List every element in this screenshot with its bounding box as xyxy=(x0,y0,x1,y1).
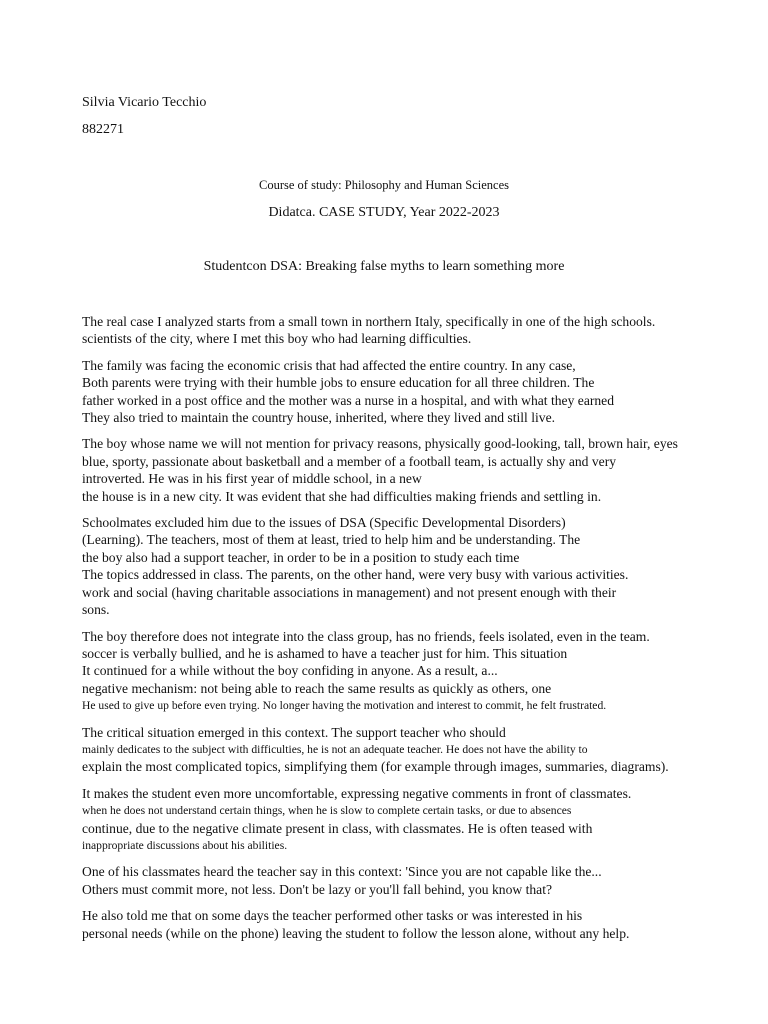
paragraph-line: Both parents were trying with their humble jobs to ensure education for all three children. The xyxy=(82,375,595,391)
paragraph-line: scientists of the city, where I met this boy who had learning difficulties. xyxy=(82,331,472,347)
body-text xyxy=(82,313,742,951)
paragraph xyxy=(82,907,742,942)
paragraph-line: introverted. He was in his first year of middle school, in a new xyxy=(82,471,422,487)
document-subtitle: Didatca. CASE STUDY, Year 2022-2023 xyxy=(268,205,500,220)
paragraph-line: The critical situation emerged in this context. The support teacher who should xyxy=(82,724,506,740)
paragraph-line: the boy also had a support teacher, in order to be in a position to study each time xyxy=(82,549,520,565)
paragraph-line: The topics addressed in class. The parents, on the other hand, were very busy with various activities. xyxy=(82,567,629,583)
paragraph xyxy=(82,357,742,427)
paragraph-line: inappropriate discussions about his abilities. xyxy=(82,838,288,852)
paragraph-line: work and social (having charitable associations in management) and not present enough with their xyxy=(82,584,617,600)
paragraph-line: mainly dedicates to the subject with difficulties, he is not an adequate teacher. He does not have the ability to xyxy=(82,742,588,756)
paragraph xyxy=(82,785,742,855)
paragraph-line: explain the most complicated topics, simplifying them (for example through images, summaries, diagrams). xyxy=(82,759,669,775)
paragraph-line: It continued for a while without the boy confiding in anyone. As a result, a... xyxy=(82,663,498,679)
paragraph-line: (Learning). The teachers, most of them at least, tried to help him and be understanding. The xyxy=(82,532,581,548)
paragraph xyxy=(82,628,742,715)
paragraph xyxy=(82,724,742,776)
paragraph-line: continue, due to the negative climate present in class, with classmates. He is often teased with xyxy=(82,820,593,836)
paragraph-line: sons. xyxy=(82,602,110,618)
paragraph-line: The family was facing the economic crisis that had affected the entire country. In any case, xyxy=(82,357,576,373)
paragraph-line: The boy therefore does not integrate into the class group, has no friends, feels isolated, even in the team. xyxy=(82,628,650,644)
paragraph-line: He also told me that on some days the teacher performed other tasks or was interested in his xyxy=(82,908,583,924)
paragraph-line: blue, sporty, passionate about basketball and a member of a football team, is actually shy and very xyxy=(82,453,617,469)
paragraph-line: He used to give up before even trying. No longer having the motivation and interest to commit, he felt frustrated. xyxy=(82,699,607,713)
paragraph-line: father worked in a post office and the mother was a nurse in a hospital, and with what they earned xyxy=(82,392,615,408)
paragraph-line: It makes the student even more uncomfortable, expressing negative comments in front of classmates. xyxy=(82,785,632,801)
author-name: Silvia Vicario Tecchio xyxy=(82,95,207,110)
paragraph-line: They also tried to maintain the country house, inherited, where they lived and still live. xyxy=(82,410,556,426)
paragraph-line: The boy whose name we will not mention for privacy reasons, physically good-looking, tall, brown hair, eyes xyxy=(82,436,678,452)
paragraph-line: when he does not understand certain things, when he is slow to complete certain tasks, or due to absences xyxy=(82,804,572,818)
paragraph xyxy=(82,514,742,618)
paragraph xyxy=(82,863,742,898)
student-id: 882271 xyxy=(82,122,124,137)
paragraph-line: One of his classmates heard the teacher say in this context: 'Since you are not capable like the... xyxy=(82,864,602,880)
paragraph-line: negative mechanism: not being able to reach the same results as quickly as others, one xyxy=(82,680,552,696)
document-title: Studentcon DSA: Breaking false myths to learn something more xyxy=(203,259,565,274)
paragraph-line: The real case I analyzed starts from a small town in northern Italy, specifically in one of the high schools. xyxy=(82,314,656,329)
course-of-study: Course of study: Philosophy and Human Sciences xyxy=(259,178,509,192)
paragraph xyxy=(82,435,742,505)
paragraph-line: Schoolmates excluded him due to the issues of DSA (Specific Developmental Disorders) xyxy=(82,515,566,531)
paragraph-line: Others must commit more, not less. Don't be lazy or you'll fall behind, you know that? xyxy=(82,881,553,897)
paragraph xyxy=(82,313,742,348)
paragraph-line: personal needs (while on the phone) leaving the student to follow the lesson alone, without any help. xyxy=(82,925,630,941)
paragraph-line: soccer is verbally bullied, and he is ashamed to have a teacher just for him. This situation xyxy=(82,645,568,661)
paragraph-line: the house is in a new city. It was evident that she had difficulties making friends and settling in. xyxy=(82,488,602,504)
